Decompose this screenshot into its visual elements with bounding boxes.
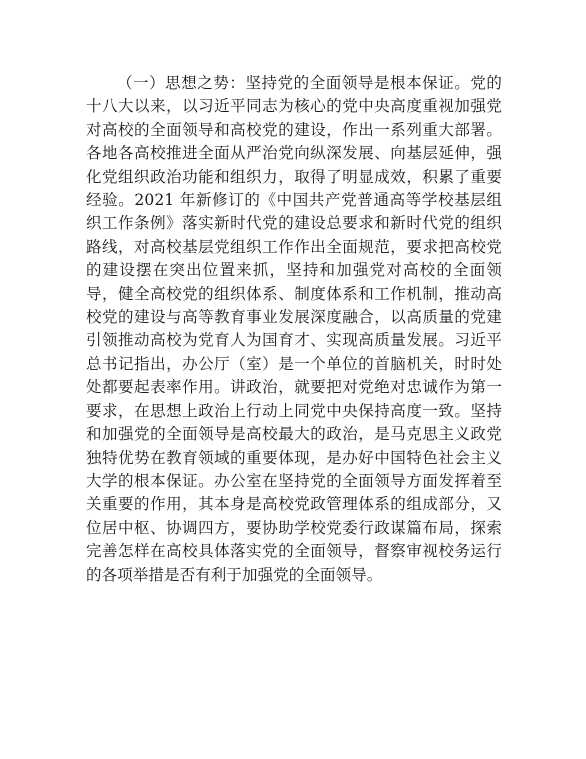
- body-paragraph: （一）思想之势：坚持党的全面领导是根本保证。党的十八大以来，以习近平同志为核心的党中央高度重视加强党对高校的全面领导和高校党的建设，作出一系列重大部署。各地各高校推进全面从严治党向纵深发展、向基层延伸，强化党组织政治功能和组织力，取得了明显成效，积累了重要经验。2021 年新修订的《中国共产党普通高等学校基层组织工作条例》落实新时代党的建设总要求和新时代党的组织路线，对高校基层党组织工作作出全面规范，要求把高校党的建设摆在突出位置来抓，坚持和加强党对高校的全面领导，健全高校党的组织体系、制度体系和工作机制，推动高校党的建设与高等教育事业发展深度融合，以高质量的党建引领推动高校为党育人为国育才、实现高质量发展。习近平总书记指出，办公厅（室）是一个单位的首脑机关，时时处处都要起表率作用。讲政治，就要把对党绝对忠诚作为第一要求，在思想上政治上行动上同党中央保持高度一致。坚持和加强党的全面领导是高校最大的政治，是马克思主义政党独特优势在教育领域的重要体现，是办好中国特色社会主义大学的根本保证。办公室在坚持党的全面领导方面发挥着至关重要的作用，其本身是高校党政管理体系的组成部分，又位居中枢、协调四方，要协助学校党委行政谋篇布局，探索完善怎样在高校具体落实党的全面领导，督察审视校务运行的各项举措是否有利于加强党的全面领导。: [86, 74, 502, 584]
